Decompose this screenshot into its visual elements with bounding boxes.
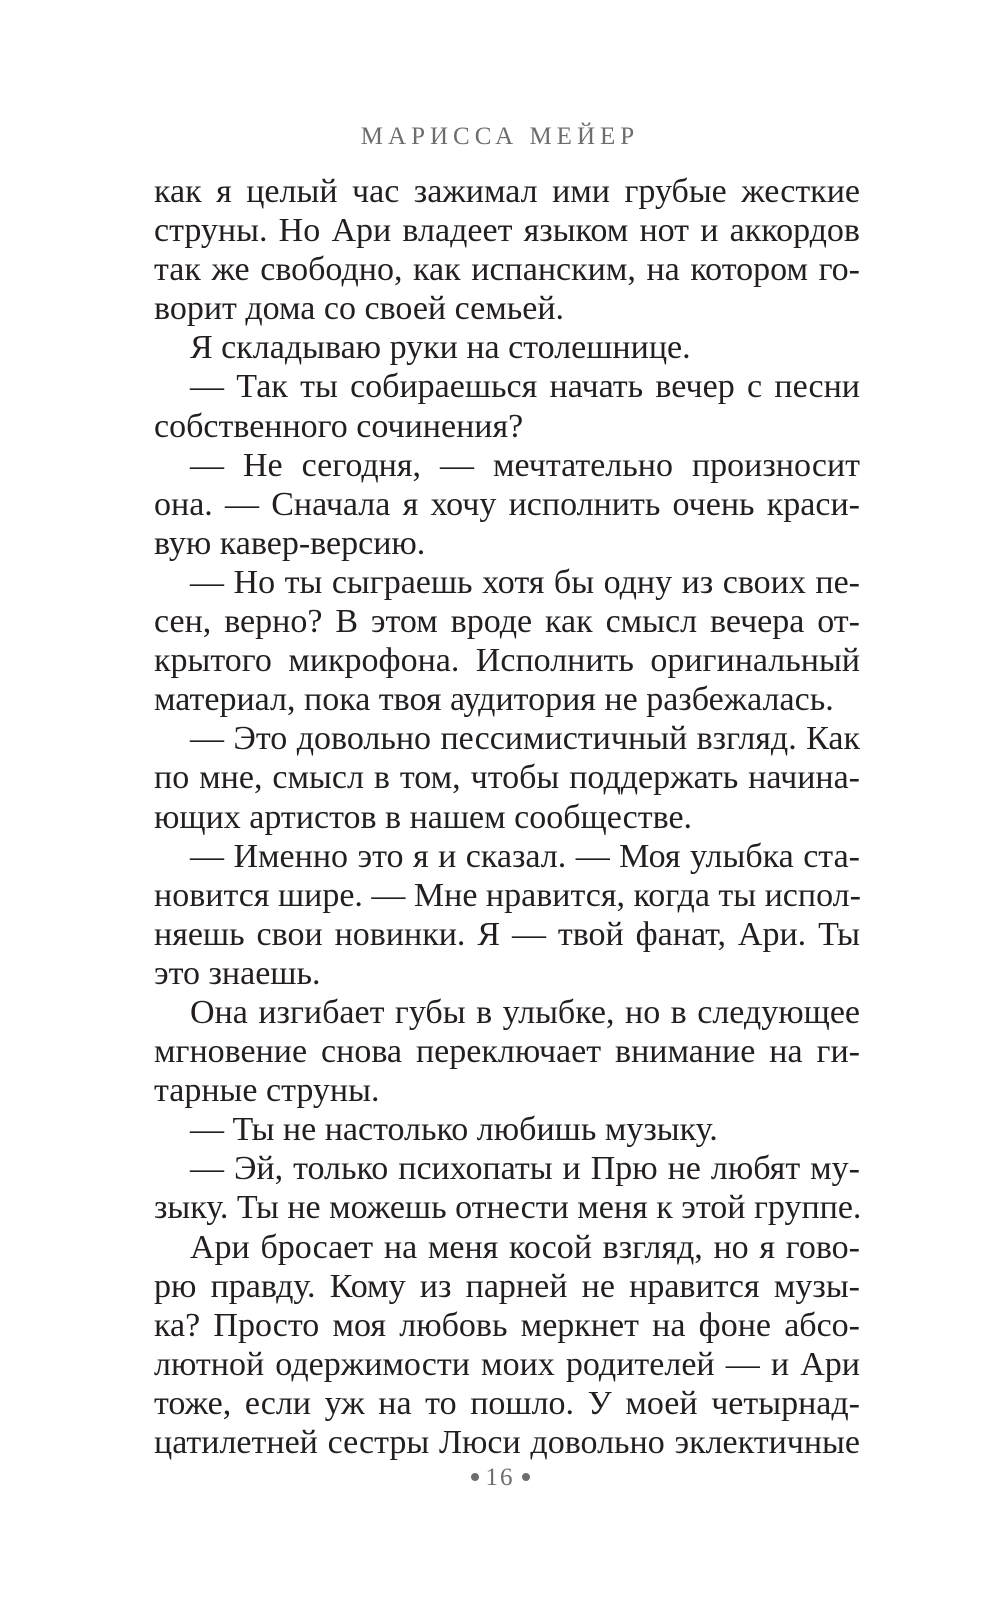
- text-line: Она изгибает губы в улыбке, но в следующее: [190, 993, 860, 1031]
- text-line: по мне, смысл в том, чтобы поддержать начина-: [154, 759, 860, 797]
- text-line: — Так ты собираешься начать вечер с песни: [190, 368, 860, 406]
- bullet-dot-icon: [522, 1473, 530, 1481]
- text-line: мгновение снова переключает внимание на ги-: [154, 1033, 860, 1071]
- text-line: зыку. Ты не можешь отнести меня к этой группе.: [154, 1189, 862, 1227]
- running-head: МАРИССА МЕЙЕР: [360, 123, 640, 150]
- text-line: сен, верно? В этом вроде как смысл вечера от-: [154, 603, 860, 641]
- text-line: так же свободно, как испанским, на котором го-: [154, 251, 860, 289]
- text-line: — Это довольно пессимистичный взгляд. Как: [190, 720, 860, 758]
- text-line: тарные струны.: [154, 1072, 380, 1110]
- text-line: Ари бросает на меня косой взгляд, но я гово-: [190, 1228, 860, 1266]
- text-line: это знаешь.: [154, 954, 321, 992]
- bullet-dot-icon: [471, 1473, 479, 1481]
- text-line: ющих артистов в нашем сообществе.: [154, 798, 693, 836]
- page-number-value: 16: [485, 1464, 515, 1491]
- text-line: рю правду. Кому из парней не нравится музы-: [154, 1267, 860, 1305]
- text-line: няешь свои новинки. Я — твой фанат, Ари. Ты: [154, 915, 860, 953]
- text-line: ка? Просто моя любовь меркнет на фоне абсо-: [154, 1306, 860, 1344]
- text-line: собственного сочинения?: [154, 407, 524, 445]
- text-line: цатилетней сестры Люси довольно эклектичные: [154, 1424, 860, 1461]
- text-line: — Ты не настолько любишь музыку.: [190, 1111, 718, 1149]
- text-line: она. — Сначала я хочу исполнить очень краси-: [154, 485, 860, 523]
- text-line: тоже, если уж на то пошло. У моей четырнад-: [154, 1384, 860, 1422]
- text-line: крытого микрофона. Исполнить оригинальный: [154, 642, 860, 680]
- text-line: материал, пока твоя аудитория не разбежалась.: [154, 681, 834, 719]
- text-line: ворит дома со своей семьей.: [154, 290, 565, 328]
- text-line: — Но ты сыграешь хотя бы одну из своих пе-: [190, 563, 860, 601]
- body-text: [154, 172, 860, 1462]
- text-line: вую кавер-версию.: [154, 524, 426, 562]
- page-number: [0, 1464, 1000, 1492]
- text-line: новится шире. — Мне нравится, когда ты испол-: [154, 876, 861, 914]
- text-line: — Не сегодня, — мечтательно произносит: [190, 446, 860, 484]
- text-line: Я складываю руки на столешнице.: [190, 329, 691, 367]
- text-line: как я целый час зажимал ими грубые жесткие: [154, 173, 860, 210]
- text-line: — Эй, только психопаты и Прю не любят му-: [190, 1150, 860, 1188]
- text-line: лютной одержимости моих родителей — и Ари: [154, 1345, 860, 1383]
- text-line: — Именно это я и сказал. — Моя улыбка ста-: [190, 837, 860, 875]
- text-line: струны. Но Ари владеет языком нот и аккордов: [154, 212, 860, 250]
